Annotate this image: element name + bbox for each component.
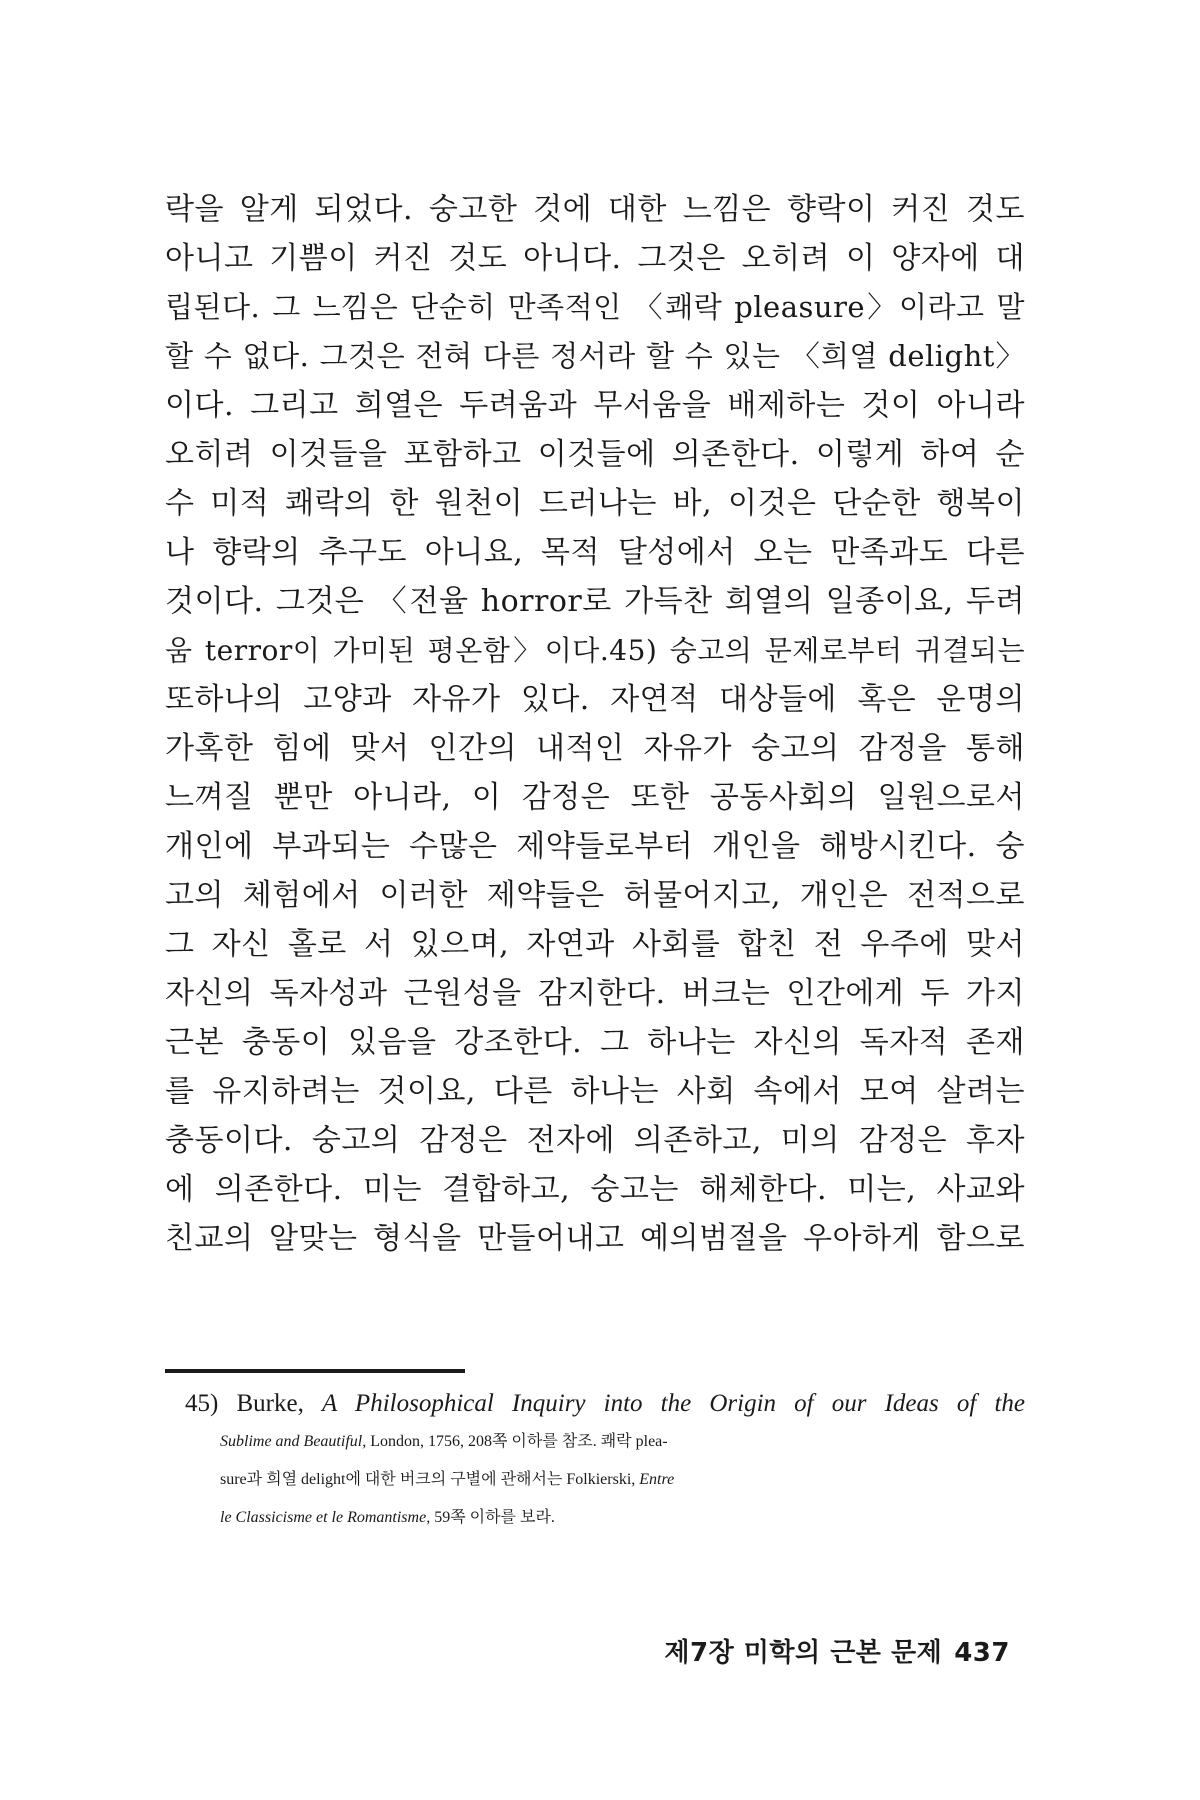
text-line: 충동이다. 숭고의 감정은 전자에 의존하고, 미의 감정은 후자	[165, 1123, 1025, 1158]
text-line: 를 유지하려는 것이요, 다른 하나는 사회 속에서 모여 살려는	[165, 1074, 1025, 1109]
text-line: 또하나의 고양과 자유가 있다. 자연적 대상들에 혹은 운명의	[165, 682, 1025, 717]
footnote-text: sure과 희열 delight에 대한 버크의 구별에 관해서는 Folkierski,	[220, 1471, 636, 1488]
text-line: 자신의 독자성과 근원성을 감지한다. 버크는 인간에게 두 가지	[165, 976, 1025, 1011]
chapter-title: 제7장 미학의 근본 문제	[664, 1638, 943, 1668]
footnote-book-title-2-cont: le Classicisme et le Romantisme,	[220, 1509, 431, 1526]
footnote-publication: London, 1756, 208쪽 이하를 참조. 쾌락 plea-	[370, 1433, 668, 1450]
footnote-divider	[165, 1369, 465, 1373]
page-number: 437	[954, 1638, 1010, 1668]
text-line: 립된다. 그 느낌은 단순히 만족적인 〈쾌락 pleasure〉이라고 말	[165, 290, 1025, 324]
text-line: 나 향락의 추구도 아니요, 목적 달성에서 오는 만족과도 다른	[165, 535, 1025, 570]
footnote	[185, 1385, 1025, 1537]
footnote-line-4	[185, 1499, 1025, 1537]
text-line: 친교의 알맞는 형식을 만들어내고 예의범절을 우아하게 함으로	[165, 1221, 1025, 1256]
footnote-author: Burke,	[236, 1390, 304, 1417]
footnote-number: 45)	[185, 1390, 219, 1417]
running-footer	[664, 1632, 1010, 1669]
text-line: 수 미적 쾌락의 한 원천이 드러나는 바, 이것은 단순한 행복이	[165, 486, 1025, 521]
text-line: 할 수 없다. 그것은 전혀 다른 정서라 할 수 있는 〈희열 delight〉	[165, 339, 1025, 373]
text-line: 오히려 이것들을 포함하고 이것들에 의존한다. 이렇게 하여 순	[165, 437, 1025, 472]
text-line: 느껴질 뿐만 아니라, 이 감정은 또한 공동사회의 일원으로서	[165, 780, 1025, 815]
footnote-line-3	[185, 1461, 1025, 1499]
footnote-page-ref: 59쪽 이하를 보라.	[434, 1509, 555, 1526]
text-line: 에 의존한다. 미는 결합하고, 숭고는 해체한다. 미는, 사교와	[165, 1172, 1025, 1207]
text-line: 것이다. 그것은 〈전율 horror로 가득찬 희열의 일종이요, 두려	[165, 584, 1025, 619]
footnote-line-1	[185, 1385, 1025, 1423]
text-line: 가혹한 힘에 맞서 인간의 내적인 자유가 숭고의 감정을 통해	[165, 731, 1025, 766]
body-text	[165, 185, 1025, 1263]
footnote-book-title-cont: Sublime and Beautiful,	[220, 1433, 367, 1450]
text-line: 이다. 그리고 희열은 두려움과 무서움을 배제하는 것이 아니라	[165, 388, 1025, 423]
text-line: 개인에 부과되는 수많은 제약들로부터 개인을 해방시킨다. 숭	[165, 829, 1025, 864]
text-line: 아니고 기쁨이 커진 것도 아니다. 그것은 오히려 이 양자에 대	[165, 241, 1025, 276]
text-line: 그 자신 홀로 서 있으며, 자연과 사회를 합친 전 우주에 맞서	[165, 927, 1025, 962]
text-line: 락을 알게 되었다. 숭고한 것에 대한 느낌은 향락이 커진 것도	[165, 192, 1025, 227]
footnote-book-title: A Philosophical Inquiry into the Origin of our Ideas of the	[321, 1390, 1026, 1417]
text-line: 고의 체험에서 이러한 제약들은 허물어지고, 개인은 전적으로	[165, 878, 1025, 913]
text-line: 근본 충동이 있음을 강조한다. 그 하나는 자신의 독자적 존재	[165, 1025, 1025, 1060]
footnote-book-title-2: Entre	[639, 1471, 675, 1488]
footnote-line-2	[185, 1423, 1025, 1461]
text-line: 움 terror이 가미된 평온함〉이다.45) 숭고의 문제로부터 귀결되는	[165, 634, 1025, 667]
